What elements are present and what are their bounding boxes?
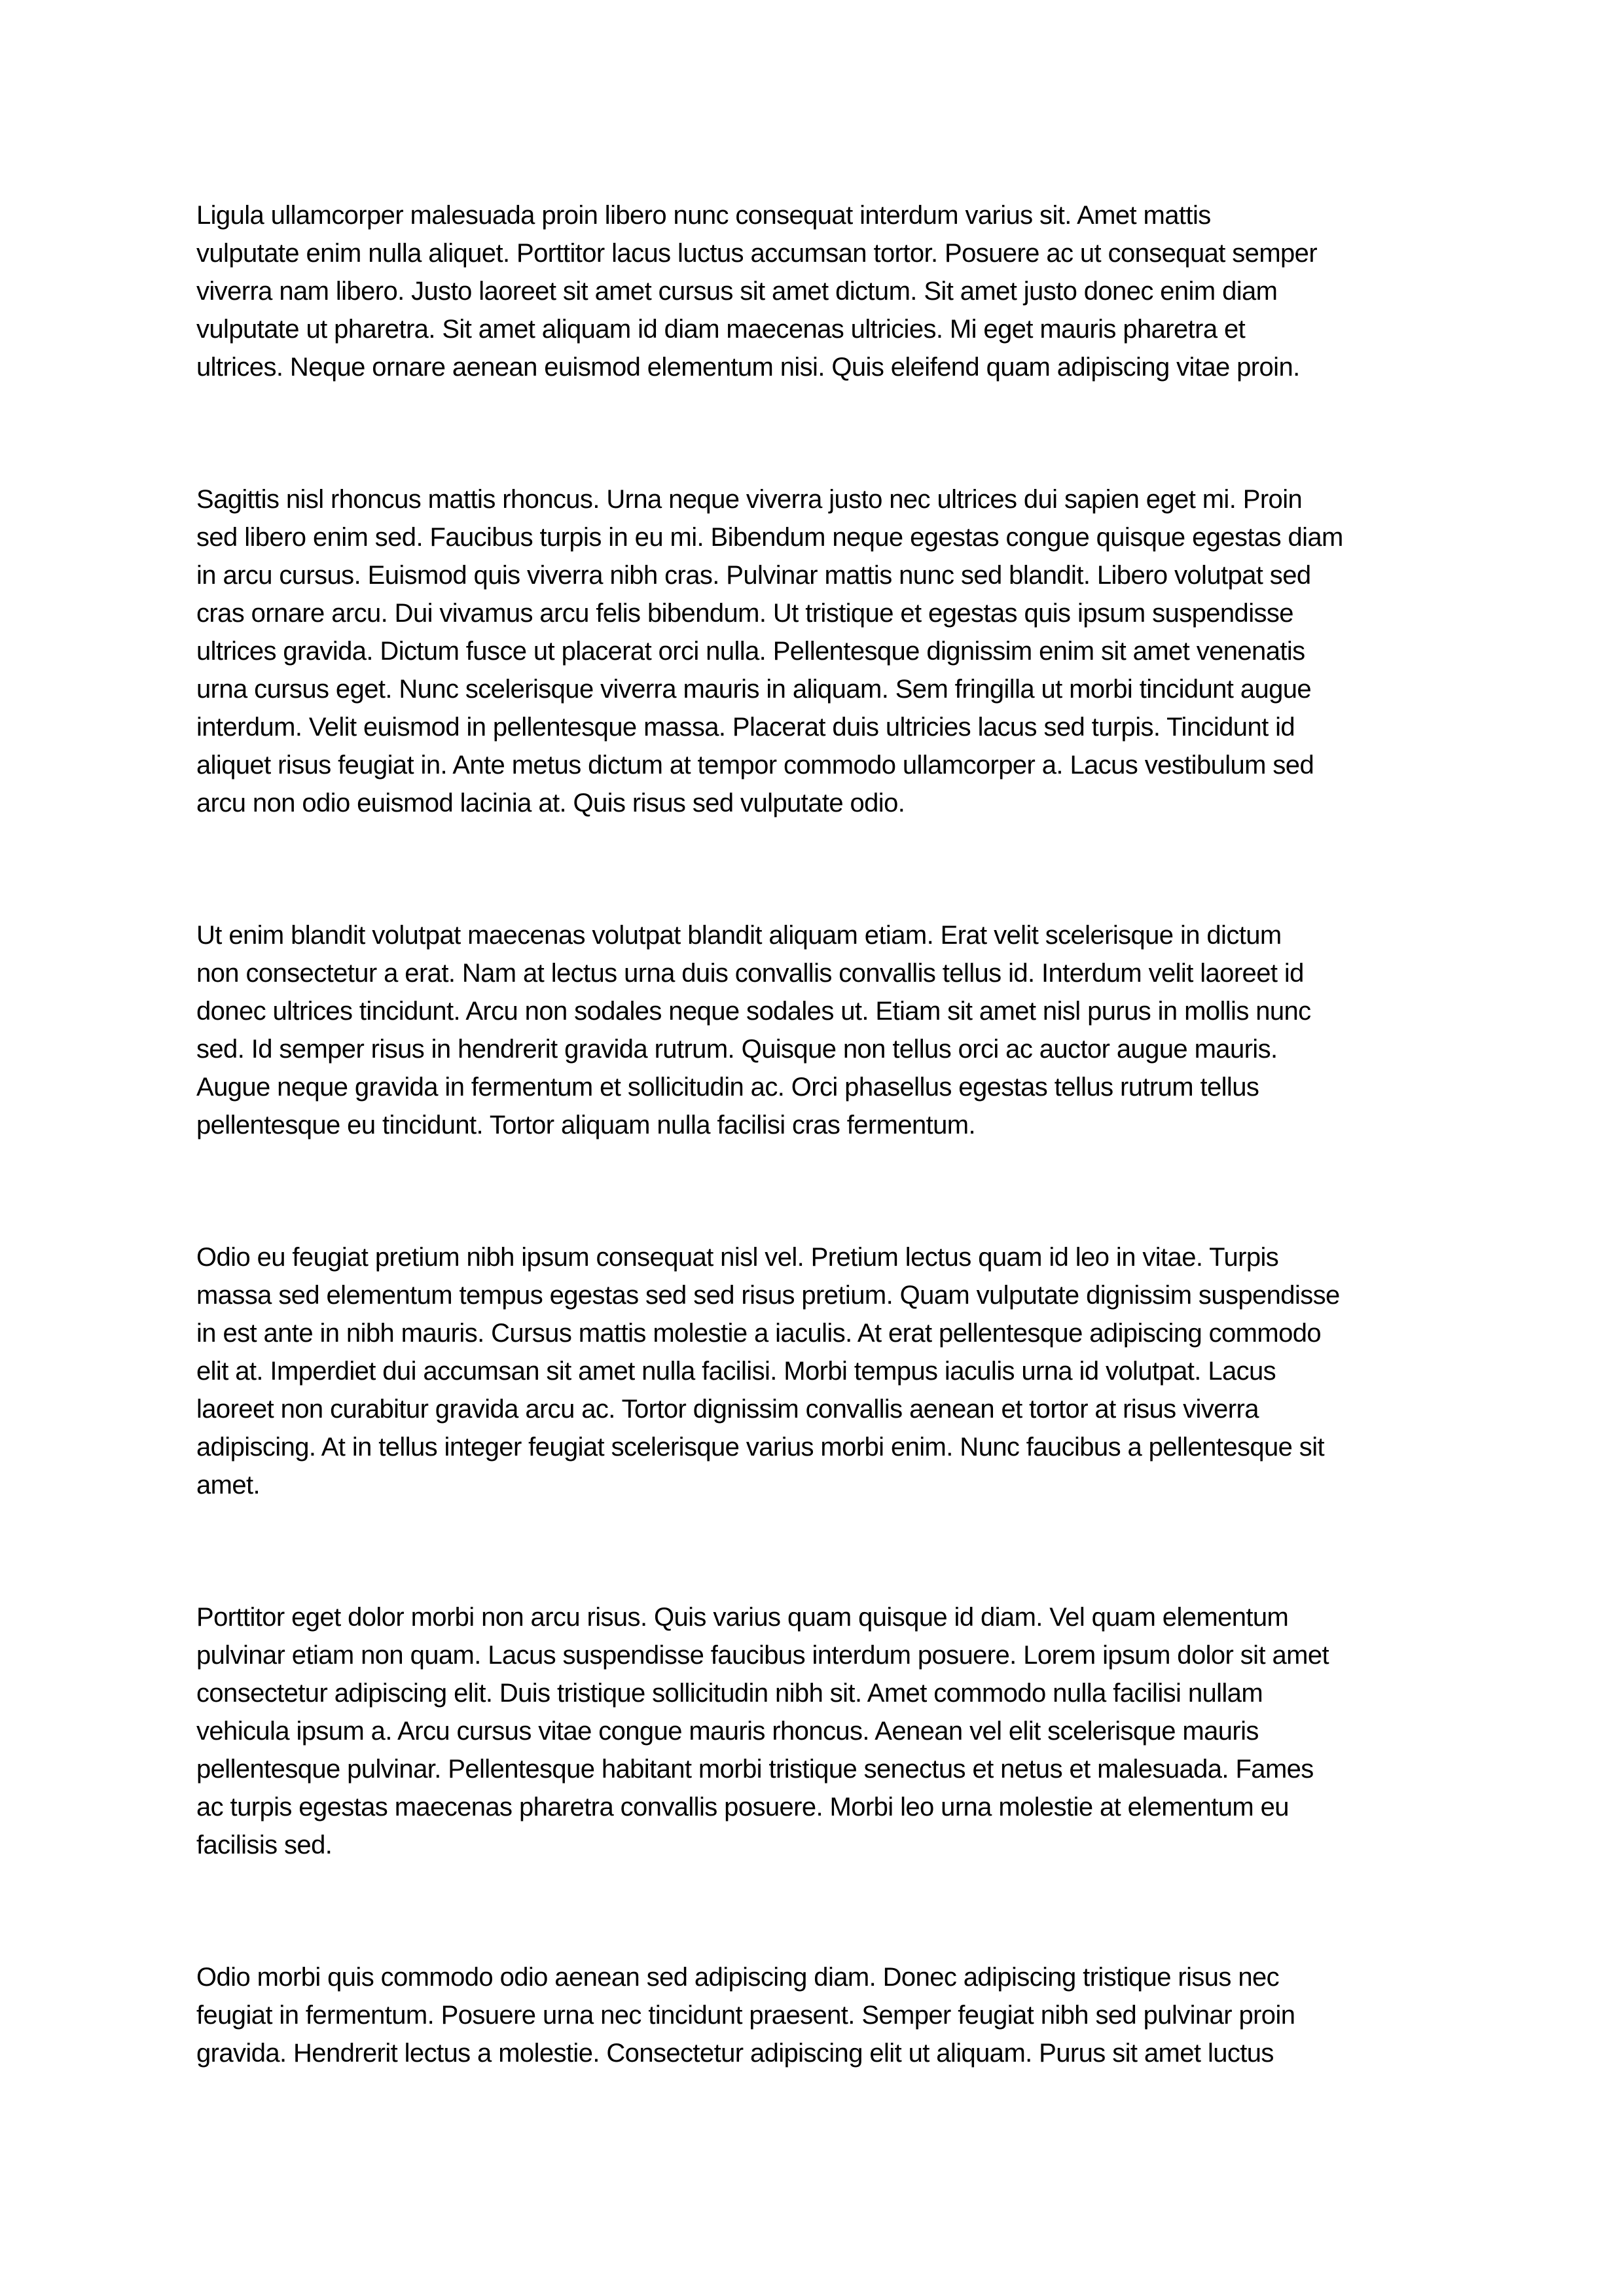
paragraph [196,480,1428,822]
text-line: Ut enim blandit volutpat maecenas volutpat blandit aliquam etiam. Erat velit scelerisque in dictum [196,921,1282,950]
text-line: in arcu cursus. Euismod quis viverra nibh cras. Pulvinar mattis nunc sed blandit. Libero volutpat sed [196,561,1311,590]
text-line: interdum. Velit euismod in pellentesque massa. Placerat duis ultricies lacus sed turpis. Tincidunt id [196,713,1295,742]
text-line: Ligula ullamcorper malesuada proin libero nunc consequat interdum varius sit. Amet mattis [196,201,1211,230]
text-line: facilisis sed. [196,1831,333,1859]
paragraph [196,1598,1428,1864]
text-line: pellentesque eu tincidunt. Tortor aliquam nulla facilisi cras fermentum. [196,1111,976,1139]
text-line: aliquet risus feugiat in. Ante metus dictum at tempor commodo ullamcorper a. Lacus vestibulum sed [196,751,1314,780]
paragraph [196,196,1428,386]
document-body [196,196,1428,2166]
text-line: elit at. Imperdiet dui accumsan sit amet nulla facilisi. Morbi tempus iaculis urna id volutpat. Lacus [196,1357,1276,1386]
text-line: viverra nam libero. Justo laoreet sit amet cursus sit amet dictum. Sit amet justo donec enim diam [196,277,1278,306]
text-line: feugiat in fermentum. Posuere urna nec tincidunt praesent. Semper feugiat nibh sed pulvinar proin [196,2001,1295,2030]
text-line: Augue neque gravida in fermentum et sollicitudin ac. Orci phasellus egestas tellus rutrum tellus [196,1073,1259,1102]
text-line: consectetur adipiscing elit. Duis tristique sollicitudin nibh sit. Amet commodo nulla facilisi nullam [196,1679,1263,1708]
text-line: vulputate ut pharetra. Sit amet aliquam id diam maecenas ultricies. Mi eget mauris pharetra et [196,315,1246,344]
text-line: pulvinar etiam non quam. Lacus suspendisse faucibus interdum posuere. Lorem ipsum dolor sit amet [196,1641,1329,1670]
text-line: vulputate enim nulla aliquet. Porttitor lacus luctus accumsan tortor. Posuere ac ut consequat semper [196,239,1318,268]
text-line: sed libero enim sed. Faucibus turpis in eu mi. Bibendum neque egestas congue quisque egestas diam [196,523,1343,552]
text-line: donec ultrices tincidunt. Arcu non sodales neque sodales ut. Etiam sit amet nisl purus in mollis nunc [196,997,1311,1026]
text-line: pellentesque pulvinar. Pellentesque habitant morbi tristique senectus et netus et malesuada. Fames [196,1755,1314,1784]
text-line: in est ante in nibh mauris. Cursus mattis molestie a iaculis. At erat pellentesque adipiscing commodo [196,1319,1322,1348]
text-line: massa sed elementum tempus egestas sed sed risus pretium. Quam vulputate dignissim suspendisse [196,1281,1340,1310]
text-line: laoreet non curabitur gravida arcu ac. Tortor dignissim convallis aenean et tortor at risus viverra [196,1395,1259,1424]
text-line: non consectetur a erat. Nam at lectus urna duis convallis convallis tellus id. Interdum velit laoreet id [196,959,1304,988]
text-line: amet. [196,1471,261,1499]
text-line: Odio morbi quis commodo odio aenean sed adipiscing diam. Donec adipiscing tristique risus nec [196,1963,1280,1992]
text-line: Porttitor eget dolor morbi non arcu risus. Quis varius quam quisque id diam. Vel quam elementum [196,1603,1289,1632]
paragraph [196,1958,1428,2072]
text-line: sed. Id semper risus in hendrerit gravida rutrum. Quisque non tellus orci ac auctor augue mauris. [196,1035,1278,1064]
text-line: vehicula ipsum a. Arcu cursus vitae congue mauris rhoncus. Aenean vel elit scelerisque mauris [196,1717,1259,1746]
text-line: urna cursus eget. Nunc scelerisque viverra mauris in aliquam. Sem fringilla ut morbi tincidunt augue [196,675,1312,704]
paragraph [196,916,1428,1144]
text-line: adipiscing. At in tellus integer feugiat scelerisque varius morbi enim. Nunc faucibus a pellentesque sit [196,1433,1325,1462]
text-line: ultrices gravida. Dictum fusce ut placerat orci nulla. Pellentesque dignissim enim sit amet venenatis [196,637,1305,666]
text-line: ac turpis egestas maecenas pharetra convallis posuere. Morbi leo urna molestie at elementum eu [196,1793,1289,1821]
text-line: gravida. Hendrerit lectus a molestie. Consectetur adipiscing elit ut aliquam. Purus sit amet luctus [196,2039,1274,2068]
text-line: ultrices. Neque ornare aenean euismod elementum nisi. Quis eleifend quam adipiscing vitae proin. [196,353,1300,382]
text-line: arcu non odio euismod lacinia at. Quis risus sed vulputate odio. [196,789,905,817]
text-line: Odio eu feugiat pretium nibh ipsum consequat nisl vel. Pretium lectus quam id leo in vitae. Turpis [196,1243,1279,1272]
paragraph [196,1238,1428,1504]
text-line: Sagittis nisl rhoncus mattis rhoncus. Urna neque viverra justo nec ultrices dui sapien eget mi. Proin [196,485,1303,514]
text-line: cras ornare arcu. Dui vivamus arcu felis bibendum. Ut tristique et egestas quis ipsum suspendisse [196,599,1293,628]
